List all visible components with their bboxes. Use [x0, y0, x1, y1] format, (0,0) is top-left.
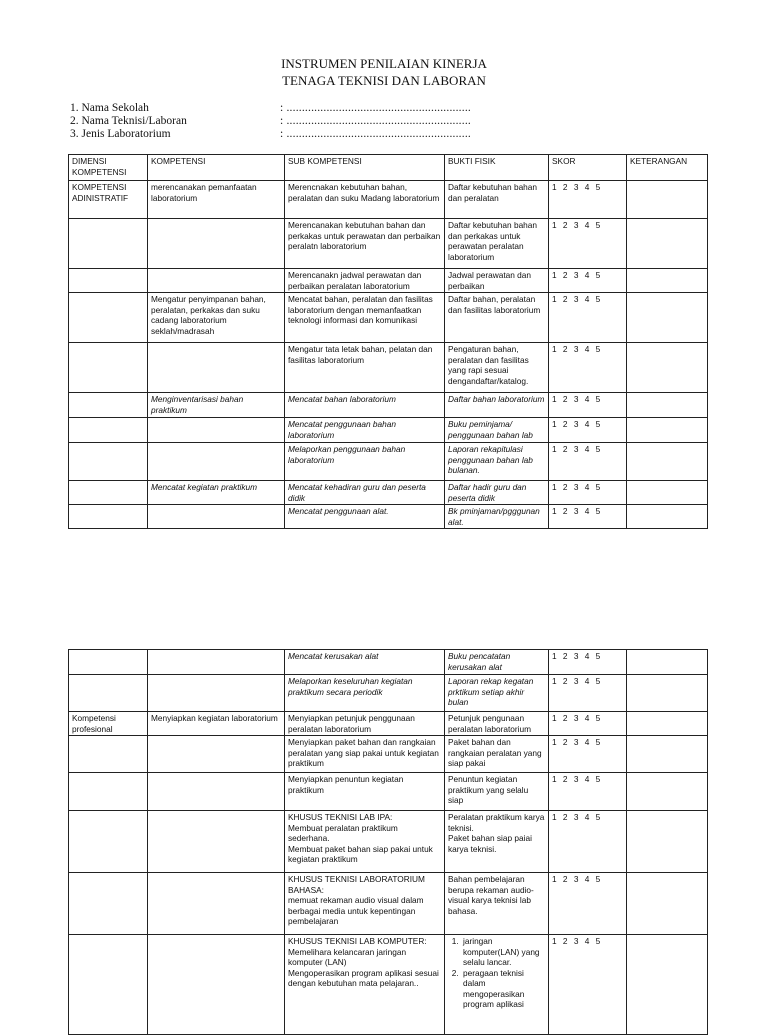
cell-bukti-fisik: Laporan rekapitulasi penggunaan bahan lab bulanan.	[445, 443, 549, 481]
cell-kompetensi	[148, 343, 285, 393]
cell-bukti-fisik: Laporan rekap kegatan prktikum setiap akhir bulan	[445, 675, 549, 712]
cell-bukti-fisik: Daftar kebutuhan bahan dan perkakas untuk perawatan peralatan laboratorium	[445, 219, 549, 269]
table-row	[69, 481, 708, 505]
list-item: 1. jaringan komputer(LAN) yang selalu lancar.	[461, 936, 545, 968]
assessment-table-2	[68, 649, 708, 1035]
table-row	[69, 675, 708, 712]
cell-sub-kompetensi: Merencnakan kebutuhan bahan, peralatan dan suku Madang laboratorium	[285, 181, 445, 219]
cell-kompetensi: Mencatat kegiatan praktikum	[148, 481, 285, 505]
cell-sub-kompetensi: Melaporkan penggunaan bahan laboratorium	[285, 443, 445, 481]
cell-keterangan[interactable]	[627, 736, 708, 773]
cell-bukti-fisik: Bahan pembelajaran berupa rekaman audio-visual karya teknisi lab bahasa.	[445, 873, 549, 935]
cell-skor[interactable]: 1 2 3 4 5	[549, 418, 627, 443]
document-title-line1: INSTRUMEN PENILAIAN KINERJA	[281, 56, 487, 71]
bukti-fisik-line: Peralatan praktikum karya teknisi.	[448, 812, 545, 833]
identity-technician-label: 2. Nama Teknisi/Laboran	[70, 115, 187, 127]
cell-kompetensi	[148, 873, 285, 935]
table-row	[69, 343, 708, 393]
header-sub-kompetensi: SUB KOMPETENSI	[285, 155, 445, 181]
cell-sub-kompetensi: Melaporkan keseluruhan kegiatan praktikum secara periodik	[285, 675, 445, 712]
cell-keterangan[interactable]	[627, 811, 708, 873]
cell-skor[interactable]: 1 2 3 4 5	[549, 293, 627, 343]
cell-bukti-fisik: Petunjuk pengunaan peralatan laboratorium	[445, 712, 549, 736]
cell-skor[interactable]: 1 2 3 4 5	[549, 736, 627, 773]
cell-dimensi	[69, 219, 148, 269]
cell-bukti-fisik: Pengaturan bahan, peralatan dan fasilitas yang rapi sesuai dengandaftar/katalog.	[445, 343, 549, 393]
cell-skor[interactable]: 1 2 3 4 5	[549, 650, 627, 675]
identity-school-field[interactable]: : ............................................................	[280, 102, 471, 114]
list-item: 2. peragaan teknisi dalam mengoperasikan program aplikasi	[461, 968, 545, 1010]
cell-sub-kompetensi	[285, 935, 445, 1035]
cell-sub-kompetensi: Mencatat bahan, peralatan dan fasilitas laboratorium dengan memanfaatkan teknologi informasi dan komunikasi	[285, 293, 445, 343]
cell-skor[interactable]: 1 2 3 4 5	[549, 481, 627, 505]
cell-dimensi	[69, 481, 148, 505]
cell-kompetensi: Mengatur penyimpanan bahan, peralatan, perkakas dan suku cadang laboratorium seklah/madrasah	[148, 293, 285, 343]
table-row	[69, 505, 708, 529]
cell-bukti-fisik: Paket bahan dan rangkaian peralatan yang siap pakai	[445, 736, 549, 773]
cell-dimensi	[69, 443, 148, 481]
cell-kompetensi	[148, 418, 285, 443]
cell-keterangan[interactable]	[627, 773, 708, 811]
cell-sub-kompetensi: Menyiapkan paket bahan dan rangkaian peralatan yang siap pakai untuk kegiatan praktikum	[285, 736, 445, 773]
cell-skor[interactable]: 1 2 3 4 5	[549, 712, 627, 736]
identity-lab-label: 3. Jenis Laboratorium	[70, 128, 171, 140]
cell-dimensi	[69, 418, 148, 443]
cell-skor[interactable]: 1 2 3 4 5	[549, 269, 627, 293]
cell-bukti-fisik: Buku pencatatan kerusakan alat	[445, 650, 549, 675]
cell-dimensi	[69, 773, 148, 811]
sub-kompetensi-line: Memelihara kelancaran jaringan komputer (LAN)	[288, 946, 407, 967]
cell-skor[interactable]: 1 2 3 4 5	[549, 443, 627, 481]
table-row	[69, 418, 708, 443]
cell-dimensi	[69, 736, 148, 773]
table-row	[69, 712, 708, 736]
cell-sub-kompetensi: Mencatat bahan laboratorium	[285, 393, 445, 418]
header-kompetensi: KOMPETENSI	[148, 155, 285, 181]
cell-sub-kompetensi: Mencatat penggunaan alat.	[285, 505, 445, 529]
sub-kompetensi-line: Mengoperasikan program aplikasi sesuai dengan kebutuhan mata pelajaran..	[288, 967, 439, 988]
cell-kompetensi	[148, 675, 285, 712]
table-row	[69, 935, 708, 1035]
cell-kompetensi	[148, 443, 285, 481]
cell-dimensi	[69, 650, 148, 675]
table-row	[69, 811, 708, 873]
cell-keterangan[interactable]	[627, 343, 708, 393]
cell-dimensi	[69, 873, 148, 935]
header-skor: SKOR	[549, 155, 627, 181]
header-dimensi: DIMENSI KOMPETENSI	[69, 155, 148, 181]
table-header-row	[69, 155, 708, 181]
cell-kompetensi	[148, 650, 285, 675]
cell-skor[interactable]: 1 2 3 4 5	[549, 343, 627, 393]
cell-keterangan[interactable]	[627, 505, 708, 529]
table-row	[69, 873, 708, 935]
cell-bukti-fisik: Buku peminjama/ penggunaan bahan lab	[445, 418, 549, 443]
table-row	[69, 219, 708, 269]
table-row	[69, 736, 708, 773]
identity-technician-field[interactable]: : ............................................................	[280, 115, 471, 127]
cell-sub-kompetensi: Menyiapkan petunjuk penggunaan peralatan laboratorium	[285, 712, 445, 736]
table-row	[69, 181, 708, 219]
cell-keterangan[interactable]	[627, 443, 708, 481]
cell-keterangan[interactable]	[627, 269, 708, 293]
cell-keterangan[interactable]	[627, 181, 708, 219]
sub-kompetensi-line: Membuat peralatan praktikum sederhana.	[288, 822, 398, 843]
table-row	[69, 773, 708, 811]
cell-bukti-fisik: Penuntun kegiatan praktikum yang selalu siap	[445, 773, 549, 811]
table-row	[69, 393, 708, 418]
cell-skor[interactable]: 1 2 3 4 5	[549, 935, 627, 1035]
sub-kompetensi-heading: KHUSUS TEKNISI LAB KOMPUTER:	[288, 936, 427, 946]
cell-sub-kompetensi	[285, 811, 445, 873]
cell-bukti-fisik: Bk pminjaman/pgggunan alat.	[445, 505, 549, 529]
cell-skor[interactable]: 1 2 3 4 5	[549, 873, 627, 935]
cell-skor[interactable]: 1 2 3 4 5	[549, 505, 627, 529]
cell-sub-kompetensi: Menyiapkan penuntun kegiatan praktikum	[285, 773, 445, 811]
bukti-fisik-line: Paket bahan siap paiai karya teknisi.	[448, 833, 532, 854]
cell-keterangan[interactable]	[627, 293, 708, 343]
identity-school	[70, 102, 550, 115]
identity-school-label: 1. Nama Sekolah	[70, 102, 149, 114]
cell-keterangan[interactable]	[627, 675, 708, 712]
cell-dimensi	[69, 343, 148, 393]
cell-bukti-fisik: Daftar kebutuhan bahan dan peralatan	[445, 181, 549, 219]
cell-kompetensi: Menyiapkan kegiatan laboratorium	[148, 712, 285, 736]
cell-dimensi	[69, 293, 148, 343]
table-row	[69, 269, 708, 293]
cell-dimensi	[69, 393, 148, 418]
cell-bukti-fisik	[445, 811, 549, 873]
cell-kompetensi	[148, 505, 285, 529]
cell-keterangan[interactable]	[627, 650, 708, 675]
cell-kompetensi	[148, 935, 285, 1035]
cell-keterangan[interactable]	[627, 481, 708, 505]
cell-bukti-fisik	[445, 935, 549, 1035]
identity-technician	[70, 115, 550, 128]
cell-skor[interactable]: 1 2 3 4 5	[549, 393, 627, 418]
cell-skor[interactable]: 1 2 3 4 5	[549, 219, 627, 269]
cell-kompetensi: Menginventarisasi bahan praktikum	[148, 393, 285, 418]
sub-kompetensi-heading: KHUSUS TEKNISI LABORATORIUM BAHASA:	[288, 874, 425, 895]
cell-sub-kompetensi: Mencatat penggunaan bahan laboratorium	[285, 418, 445, 443]
cell-bukti-fisik: Daftar bahan, peralatan dan fasilitas laboratorium	[445, 293, 549, 343]
cell-keterangan[interactable]	[627, 393, 708, 418]
cell-sub-kompetensi: Merencanakn jadwal perawatan dan perbaikan peralatan laboratorium	[285, 269, 445, 293]
cell-skor[interactable]: 1 2 3 4 5	[549, 811, 627, 873]
cell-dimensi	[69, 675, 148, 712]
sub-kompetensi-line: Membuat paket bahan siap pakai untuk kegiatan praktikum	[288, 843, 433, 864]
assessment-table-1	[68, 154, 708, 529]
cell-bukti-fisik: Jadwal perawatan dan perbaikan	[445, 269, 549, 293]
header-bukti-fisik: BUKTI FISIK	[445, 155, 549, 181]
cell-kompetensi	[148, 736, 285, 773]
cell-dimensi: KOMPETENSI ADINISTRATIF	[69, 181, 148, 219]
cell-skor[interactable]: 1 2 3 4 5	[549, 675, 627, 712]
cell-keterangan[interactable]	[627, 873, 708, 935]
cell-sub-kompetensi: Mencatat kehadiran guru dan peserta didik	[285, 481, 445, 505]
cell-dimensi	[69, 269, 148, 293]
cell-dimensi	[69, 811, 148, 873]
cell-kompetensi	[148, 811, 285, 873]
document-title-line2: TENAGA TEKNISI DAN LABORAN	[282, 73, 486, 88]
identity-lab-field[interactable]: : ............................................................	[280, 128, 471, 140]
cell-skor[interactable]: 1 2 3 4 5	[549, 181, 627, 219]
header-keterangan: KETERANGAN	[627, 155, 708, 181]
identity-section	[70, 102, 550, 141]
cell-bukti-fisik: Daftar bahan laboratorium	[445, 393, 549, 418]
cell-bukti-fisik: Daftar hadir guru dan peserta didik	[445, 481, 549, 505]
cell-dimensi	[69, 505, 148, 529]
cell-kompetensi	[148, 269, 285, 293]
bukti-fisik-list	[448, 936, 545, 1010]
cell-keterangan[interactable]	[627, 219, 708, 269]
cell-dimensi	[69, 935, 148, 1035]
cell-sub-kompetensi: Mengatur tata letak bahan, pelatan dan fasilitas laboratorium	[285, 343, 445, 393]
cell-keterangan[interactable]	[627, 712, 708, 736]
cell-sub-kompetensi	[285, 873, 445, 935]
cell-dimensi: Kompetensi profesional	[69, 712, 148, 736]
cell-keterangan[interactable]	[627, 935, 708, 1035]
cell-sub-kompetensi: Mencatat kerusakan alat	[285, 650, 445, 675]
sub-kompetensi-heading: KHUSUS TEKNISI LAB IPA:	[288, 812, 393, 822]
cell-sub-kompetensi: Merencanakan kebutuhan bahan dan perkakas untuk perawatan dan perbaikan peralatn laboratorium	[285, 219, 445, 269]
identity-lab	[70, 128, 550, 141]
cell-kompetensi: merencanakan pemanfaatan laboratorium	[148, 181, 285, 219]
table-row	[69, 293, 708, 343]
cell-skor[interactable]: 1 2 3 4 5	[549, 773, 627, 811]
table-row	[69, 443, 708, 481]
table-row	[69, 650, 708, 675]
cell-kompetensi	[148, 773, 285, 811]
cell-kompetensi	[148, 219, 285, 269]
cell-keterangan[interactable]	[627, 418, 708, 443]
sub-kompetensi-line: memuat rekaman audio visual dalam berbagai media untuk kepentingan pembelajaran	[288, 895, 424, 926]
